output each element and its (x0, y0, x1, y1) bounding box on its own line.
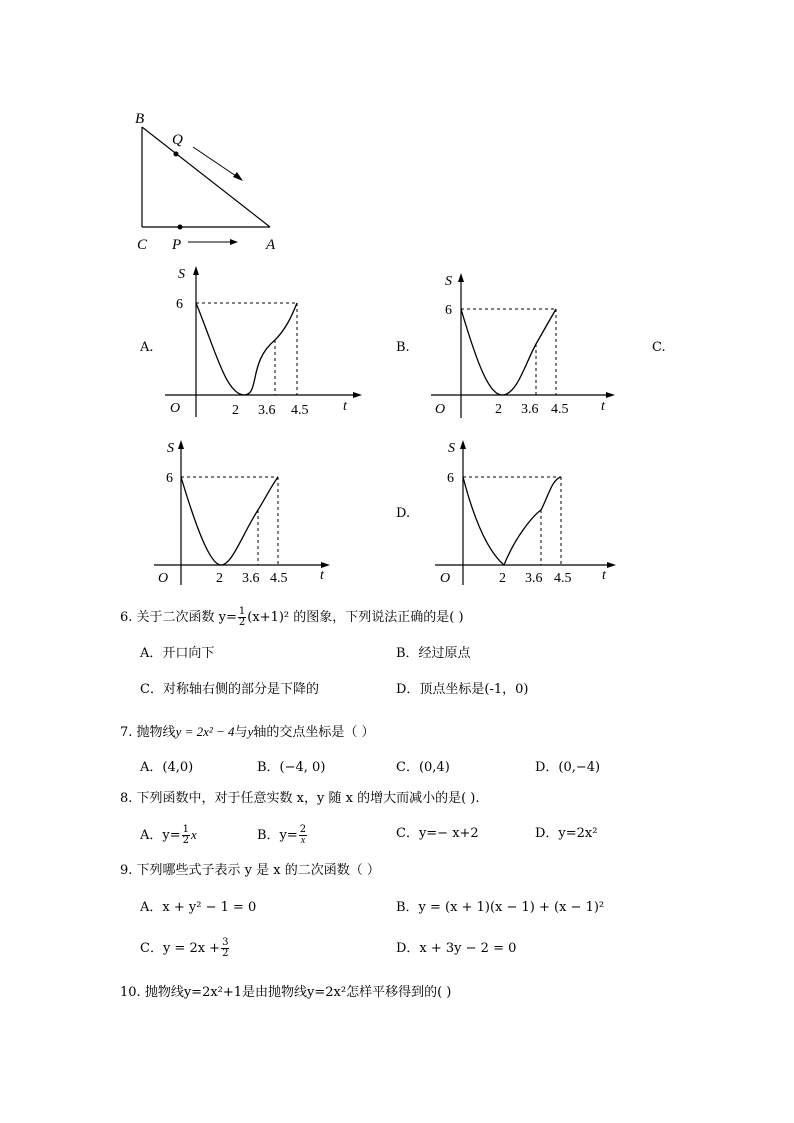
q9-option-d[interactable]: D．x + 3y − 2 = 0 (396, 941, 517, 956)
q9-option-b[interactable]: B．y = (x + 1)(x − 1) + (x − 1)² (396, 900, 605, 915)
question-9: 9. 下列哪些式子表示 y 是 x 的二次函数（ ） (120, 863, 380, 878)
svg-text:4.5: 4.5 (270, 571, 288, 586)
svg-text:6: 6 (447, 471, 454, 486)
svg-text:O: O (440, 571, 451, 586)
point-q (174, 152, 179, 157)
triangle-figure (125, 105, 295, 255)
q6-option-a[interactable]: A．开口向下 (140, 646, 215, 661)
svg-text:4.5: 4.5 (551, 402, 569, 417)
svg-text:S: S (178, 267, 185, 282)
svg-text:4.5: 4.5 (291, 403, 309, 418)
svg-text:3.6: 3.6 (242, 571, 260, 586)
svg-text:2: 2 (499, 571, 506, 586)
q8-option-a[interactable]: A．y= $\frac{1}{2}$ x (140, 824, 197, 846)
svg-text:6: 6 (445, 303, 452, 318)
svg-text:3.6: 3.6 (521, 402, 539, 417)
q7-option-b[interactable]: B．(−4, 0) (257, 760, 326, 775)
question-7: 7. 抛物线y = 2x² − 4与y轴的交点坐标是（ ） (120, 724, 375, 740)
question-8: 8. 下列函数中，对于任意实数 x，y 随 x 的增大而减小的是( ). (120, 791, 480, 806)
q9-option-c[interactable]: C．y = 2x + $\frac{3}{2}$ (140, 937, 229, 959)
label-q: Q (172, 132, 183, 148)
graph-d (430, 435, 630, 590)
q8-option-b[interactable]: B．y= $\frac{2}{x}$ (257, 824, 307, 846)
label-p: P (172, 237, 182, 253)
svg-text:6: 6 (176, 297, 183, 312)
graph-b (425, 268, 635, 423)
label-a: A (266, 237, 276, 253)
svg-text:O: O (435, 402, 446, 417)
svg-text:3.6: 3.6 (525, 571, 543, 586)
question-10: 10. 抛物线y=2x²+1是由抛物线y=2x²怎样平移得到的( ) (120, 985, 452, 1000)
q7-option-c[interactable]: C．(0,4) (396, 760, 450, 775)
svg-text:3.6: 3.6 (258, 403, 276, 418)
label-c: C (137, 237, 148, 253)
graph-a (160, 262, 370, 422)
option-letter-b: B. (396, 340, 410, 355)
svg-text:S: S (448, 441, 455, 456)
svg-text:S: S (167, 441, 174, 456)
svg-text:t: t (602, 568, 606, 583)
graph-c (150, 435, 350, 590)
arrow-q (193, 147, 239, 178)
svg-text:2: 2 (232, 403, 239, 418)
option-letter-a: A. (140, 340, 154, 355)
q8-option-c[interactable]: C．y=− x+2 (396, 826, 479, 841)
svg-text:4.5: 4.5 (554, 571, 572, 586)
q7-option-d[interactable]: D．(0,−4) (535, 760, 601, 775)
label-b: B (135, 111, 145, 127)
svg-text:2: 2 (495, 402, 502, 417)
svg-text:t: t (601, 399, 605, 414)
point-p (178, 225, 183, 230)
svg-text:S: S (445, 274, 452, 289)
q9-option-a[interactable]: A．x + y² − 1 = 0 (140, 900, 257, 915)
question-6: 6. 关于二次函数 y= $\frac{1}{2}$ (x+1)² 的图象，下列说法正确的是( ) (120, 606, 464, 628)
svg-text:6: 6 (166, 471, 173, 486)
q6-option-b[interactable]: B．经过原点 (396, 646, 471, 661)
svg-text:O: O (158, 571, 169, 586)
q8-option-d[interactable]: D．y=2x² (535, 826, 598, 841)
q6-option-c[interactable]: C．对称轴右侧的部分是下降的 (140, 682, 319, 697)
svg-text:2: 2 (216, 571, 223, 586)
q7-option-a[interactable]: A．(4,0) (140, 760, 194, 775)
svg-text:t: t (343, 399, 347, 414)
svg-text:O: O (170, 401, 181, 416)
svg-text:t: t (320, 568, 324, 583)
option-letter-d: D. (396, 506, 411, 521)
q6-option-d[interactable]: D．顶点坐标是(-1，0) (396, 682, 529, 697)
option-letter-c: C. (652, 340, 666, 355)
